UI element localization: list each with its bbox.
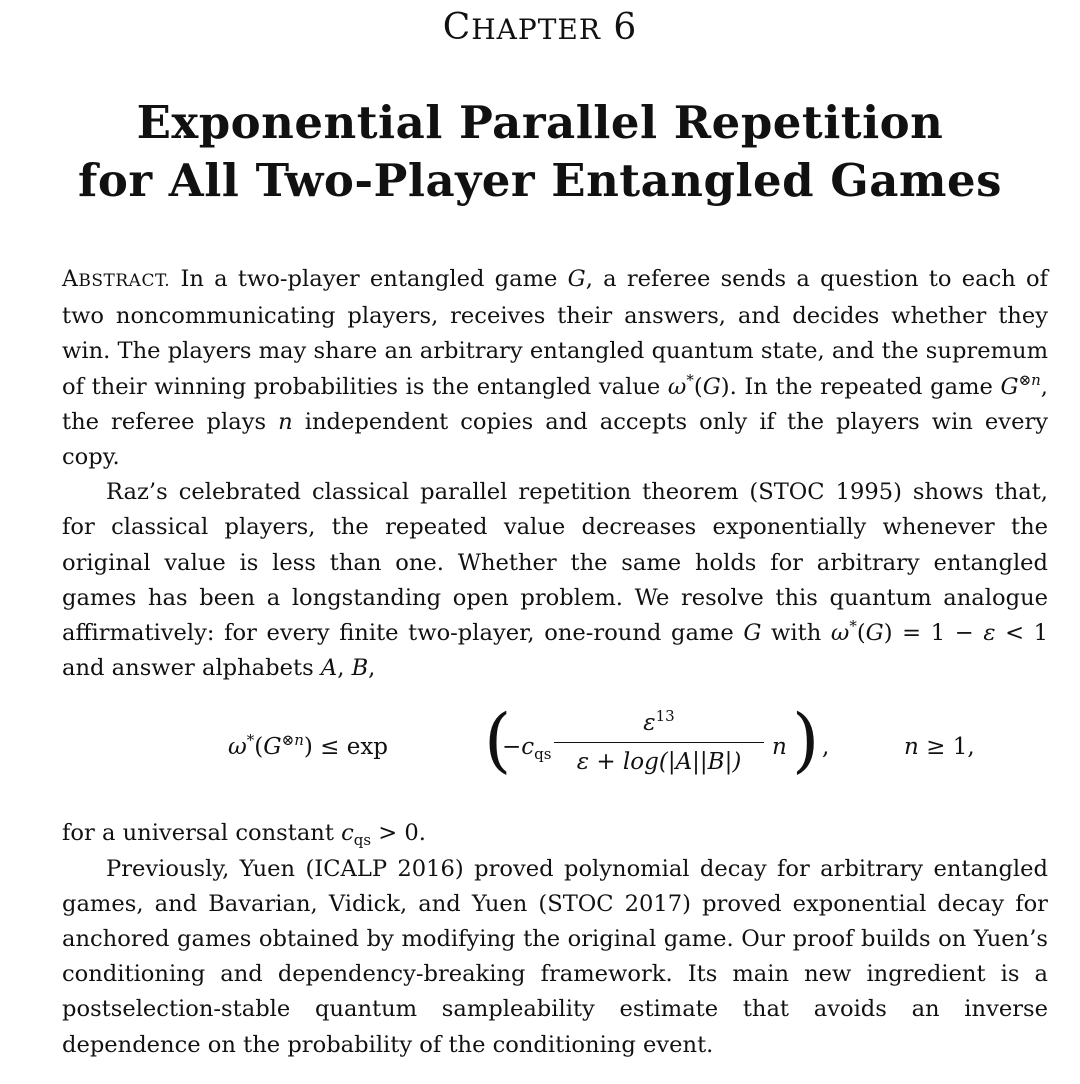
math-tensor-power: ⊗n — [1018, 370, 1041, 389]
math-star: * — [849, 617, 857, 636]
math-epsilon: ε — [983, 620, 996, 647]
chapter-initial: C — [442, 7, 472, 48]
text-run: Raz’s celebrated classical parallel repetition theorem (STOC 1995) shows that, for classical players, the repeated value decreases exponentially whenever the original value is less than one. Whether the same holds for arbitrary entangled games has been a longstanding open problem. We resolve this quantum analogue affirmatively: for every finite two-player, one-round game — [62, 479, 1048, 647]
abstract-body — [62, 262, 1048, 1063]
math-qs-subscript: qs — [353, 831, 372, 850]
abstract-paragraph-3 — [62, 816, 1048, 851]
math-leq-exp: ) ≤ exp — [303, 734, 389, 761]
math-omega: ω — [667, 373, 687, 400]
math-fraction — [554, 706, 764, 777]
math-minus-c: −c — [502, 734, 535, 761]
text-run: for a universal constant — [62, 820, 342, 847]
text-run: > 0. — [371, 820, 426, 847]
math-n: n — [278, 408, 293, 435]
abstract-label-rest: BSTRACT. — [78, 271, 171, 291]
text-run: In a two-player entangled game — [170, 266, 568, 292]
math-geq-one: ≥ 1, — [918, 734, 975, 761]
big-right-paren: ) — [792, 699, 820, 782]
text-run: , — [368, 655, 376, 682]
text-run: < 1 and answer alphabets — [62, 620, 1049, 682]
math-G: G — [743, 620, 762, 647]
text-run: ). In the repeated game — [720, 373, 1001, 400]
math-B: B — [351, 655, 369, 682]
equation-lhs — [228, 730, 388, 765]
math-constant — [502, 730, 551, 765]
big-left-paren: ( — [484, 699, 512, 782]
math-comma: , — [822, 734, 830, 761]
math-omega: ω — [830, 620, 850, 647]
abstract-paragraph-4: Previously, Yuen (ICALP 2016) proved polynomial decay for arbitrary entangled games, and Bavarian, Vidick, and Yuen (STOC 2017) proved exponential decay for anchored games obtained by modifying the original game. Our proof builds on Yuen’s conditioning and dependency-breaking framework. Its main new ingredient is a postselection-stable quantum sampleability estimate that avoids an inverse dependence on the probability of the conditioning event. — [62, 855, 1048, 1058]
math-star: * — [686, 370, 694, 389]
math-n: n — [904, 734, 919, 761]
abstract-paragraph-1 — [62, 262, 1048, 475]
math-G: G — [567, 266, 586, 292]
chapter-heading — [0, 6, 1080, 52]
chapter-word: HAPTER — [471, 13, 601, 46]
math-star: * — [246, 731, 255, 750]
fraction-denominator: ε + log(|A||B|) — [576, 749, 742, 776]
math-n: n — [772, 734, 787, 761]
abstract-label-initial: A — [62, 267, 79, 292]
text-run: , a referee sends a question to each of two noncommunicating players, receives their answers, and decides whether they win. The players may share an arbitrary entangled quantum state, and the supremum of their winning probabilities is the entangled value — [62, 266, 1048, 400]
math-c: c — [341, 820, 354, 847]
fraction-numerator — [554, 706, 764, 740]
text-run: ( — [856, 620, 866, 647]
chapter-title-line-1: Exponential Parallel Repetition — [136, 96, 944, 149]
fraction-bar — [554, 742, 764, 743]
math-tensor-power: ⊗n — [281, 731, 304, 750]
chapter-title-line-2: for All Two-Player Entangled Games — [78, 154, 1002, 207]
text-run: , — [337, 655, 352, 682]
text-run: , the referee plays — [62, 373, 1048, 435]
math-G: G — [702, 373, 721, 400]
math-exponent: 13 — [655, 707, 675, 726]
math-A: A — [320, 655, 338, 682]
math-open-paren: ( — [254, 734, 264, 761]
display-equation — [62, 696, 1048, 808]
math-G: G — [1000, 373, 1019, 400]
math-G: G — [865, 620, 884, 647]
math-omega: ω — [228, 734, 247, 761]
abstract-label — [62, 266, 170, 292]
math-G: G — [263, 734, 282, 761]
equation-condition — [904, 730, 975, 765]
abstract-paragraph-2 — [62, 475, 1048, 686]
math-epsilon: ε — [643, 710, 656, 737]
text-run: ( — [693, 373, 703, 400]
text-run: ) = 1 − — [883, 620, 984, 647]
text-run: independent copies and accepts only if the players win every copy. — [62, 408, 1049, 471]
chapter-title — [0, 94, 1080, 210]
text-run: with — [761, 620, 831, 647]
math-qs-subscript: qs — [534, 745, 552, 764]
chapter-number: 6 — [613, 7, 638, 48]
